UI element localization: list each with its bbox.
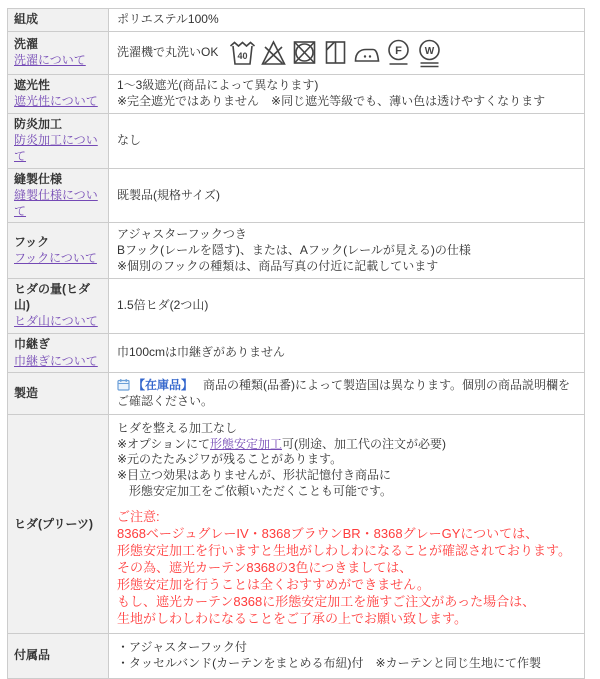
composition-label: 組成 <box>14 12 39 26</box>
row-washing <box>8 31 585 74</box>
shading-line: 1〜3級遮光(商品によって異なります) <box>117 78 319 93</box>
pleats-option-prefix: ※オプションにて <box>117 436 210 451</box>
width-joint-about-link[interactable]: 巾継ぎについて <box>14 353 98 368</box>
flameproof-value: なし <box>117 132 142 147</box>
pleats-warning <box>117 509 576 627</box>
accessories-label: 付属品 <box>14 648 51 663</box>
calendar-icon <box>117 378 130 391</box>
warning-line: 形態安定加工を行いますと生地がしわしわになることが確認されております。 <box>117 543 571 559</box>
row-pleats <box>8 415 585 634</box>
row-flameproof <box>8 113 585 168</box>
hook-line: Bフック(レールを隠す)、または、Aフック(レールが見える)の仕様 <box>117 242 471 257</box>
pleat-amount-label: ヒダの量(ヒダ山) <box>14 282 90 312</box>
spec-table <box>7 8 585 679</box>
width-joint-value: 巾100cmは巾継ぎがありません <box>117 345 286 360</box>
hook-about-link[interactable]: フックについて <box>14 251 97 266</box>
svg-text:F: F <box>395 44 403 57</box>
row-accessories <box>8 634 585 678</box>
row-manufacture <box>8 373 585 415</box>
shape-stabilize-link[interactable]: 形態安定加工 <box>209 436 282 451</box>
machine-wash-40-icon <box>229 38 256 68</box>
row-hook <box>8 223 585 279</box>
row-pleat-amount <box>8 279 585 334</box>
warning-line: もし、遮光カーテン8368に形態安定加工を施すご注文があった場合は、 <box>117 593 536 609</box>
pleats-option-line <box>117 437 576 453</box>
warning-line: ご注意: <box>117 509 160 525</box>
sewing-about-link[interactable]: 縫製仕様について <box>14 188 98 218</box>
pleats-label: ヒダ(プリーツ) <box>14 516 94 531</box>
flameproof-label: 防炎加工 <box>14 116 63 131</box>
warning-line: その為、遮光カーテン8368の3色につきましては、 <box>117 559 413 575</box>
row-width-joint <box>8 333 585 372</box>
warning-line: 形態安定加を行うことは全くおすすめができません。 <box>117 576 430 592</box>
composition-value: ポリエステル100% <box>117 12 219 26</box>
no-tumble-dry-icon <box>291 38 318 68</box>
pleats-note: ※元のたたみジワが残ることがあります。 <box>117 452 343 467</box>
pleats-note: ※目立つ効果はありませんが、形状記憶付き商品に <box>117 468 392 483</box>
washing-about-link[interactable]: 洗濯について <box>14 53 86 68</box>
svg-text:W: W <box>425 45 435 57</box>
sewing-label: 縫製仕様 <box>14 171 63 186</box>
laundry-care-icons <box>229 38 443 68</box>
row-composition <box>8 9 585 32</box>
hook-line: アジャスターフックつき <box>117 227 247 242</box>
dry-clean-f-icon <box>385 38 412 68</box>
pleat-amount-about-link[interactable]: ヒダ山について <box>14 314 98 329</box>
warning-line: 生地がしわしわになることをご了承の上でお願い致します。 <box>117 610 467 626</box>
wet-clean-w-icon <box>416 38 443 68</box>
flameproof-about-link[interactable]: 防炎加工について <box>14 133 98 163</box>
iron-low-icon <box>353 38 381 68</box>
manufacture-label: 製造 <box>14 385 39 400</box>
row-shading <box>8 74 585 113</box>
shading-about-link[interactable]: 遮光性について <box>14 94 98 109</box>
no-bleach-icon <box>260 38 287 68</box>
accessories-line: ・アジャスターフック付 <box>117 640 247 655</box>
manufacture-value: 商品の種類(品番)によって製造国は異なります。個別の商品説明欄をご確認ください。 <box>117 378 571 408</box>
washing-value: 洗濯機で丸洗いOK <box>117 44 219 59</box>
pleats-note: 形態安定加工をご依頼いただくことも可能です。 <box>117 483 393 498</box>
shading-label: 遮光性 <box>14 77 51 92</box>
washing-label: 洗濯 <box>14 36 39 51</box>
sewing-value: 既製品(規格サイズ) <box>117 187 221 202</box>
stock-badge: 【在庫品】 <box>133 378 194 393</box>
pleats-line: ヒダを整える加工なし <box>117 421 238 436</box>
accessories-line: ・タッセルバンド(カーテンをまとめる布紐)付 ※カーテンと同じ生地にて作製 <box>117 656 542 671</box>
width-joint-label: 巾継ぎ <box>14 336 51 351</box>
warning-line: 8368ベージュグレーIV・8368ブラウンBR・8368グレーGYについては、 <box>117 526 539 542</box>
pleat-amount-value: 1.5倍ヒダ(2つ山) <box>117 298 209 313</box>
row-sewing <box>8 168 585 223</box>
hook-line: ※個別のフックの種類は、商品写真の付近に記載しています <box>117 258 439 273</box>
shading-line: ※完全遮光ではありません ※同じ遮光等級でも、薄い色は透けやすくなります <box>117 93 546 108</box>
pleats-option-suffix: 可(別途、加工代の注文が必要) <box>282 436 446 451</box>
svg-text:40: 40 <box>237 50 248 61</box>
shade-line-dry-icon <box>322 38 349 68</box>
hook-label: フック <box>14 234 50 249</box>
